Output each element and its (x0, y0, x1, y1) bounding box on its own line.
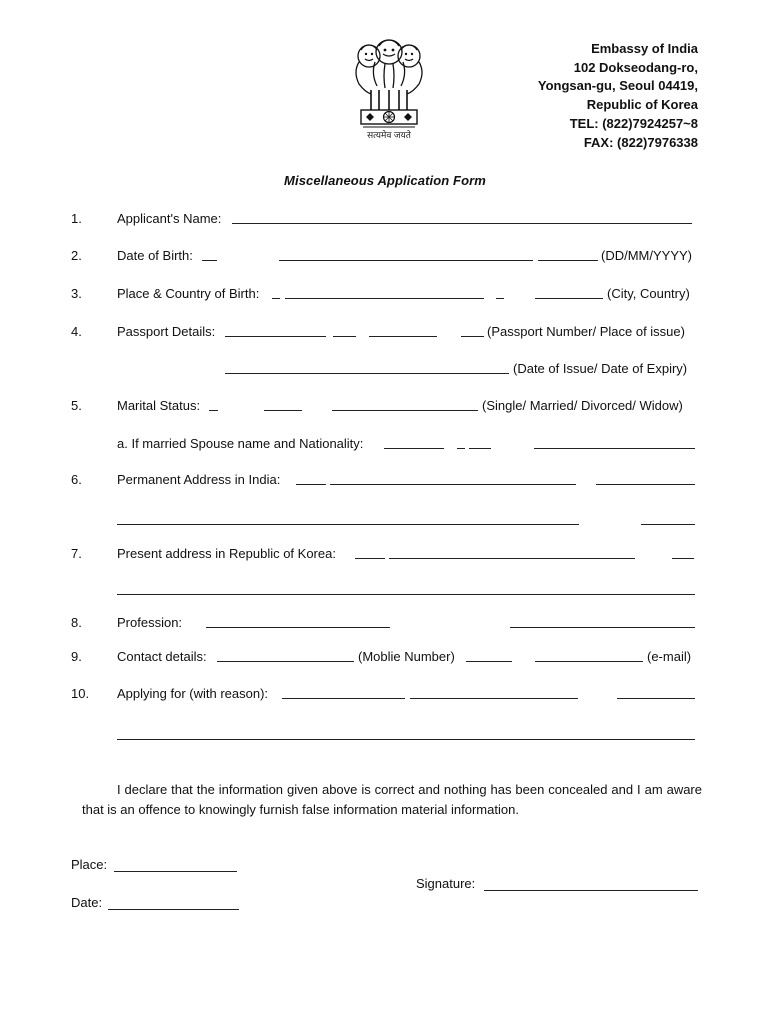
item-number: 3. (71, 286, 82, 301)
field-present-address-line2 (0, 582, 770, 600)
applying-for-field[interactable] (282, 698, 405, 699)
place-label: Place: (71, 857, 108, 872)
field-profession (0, 615, 770, 633)
declaration-text: I declare that the information given above is correct and nothing has been concealed and I am aware that is an offence to knowingly furnish false information material information. (82, 782, 702, 817)
signature-label: Signature: (416, 876, 476, 891)
applying-for-field[interactable] (117, 739, 695, 740)
date-of-birth-field[interactable] (279, 260, 533, 261)
spouse-details-field[interactable] (534, 448, 695, 449)
form-title: Miscellaneous Application Form (284, 173, 486, 188)
national-emblem-icon (345, 32, 433, 142)
permanent-address-field[interactable] (117, 524, 579, 525)
permanent-address-field[interactable] (641, 524, 695, 525)
field-permanent-address-line2 (0, 512, 770, 530)
spouse-details-field[interactable] (469, 448, 491, 449)
field-hint: (Single/ Married/ Divorced/ Widow) (482, 398, 683, 413)
present-address-field[interactable] (389, 558, 635, 559)
place-of-birth-field[interactable] (535, 298, 603, 299)
permanent-address-field[interactable] (596, 484, 695, 485)
place-field[interactable] (114, 871, 237, 872)
field-hint: (DD/MM/YYYY) (601, 248, 692, 263)
permanent-address-field[interactable] (330, 484, 576, 485)
spouse-details-field[interactable] (384, 448, 444, 449)
field-contact-details (0, 649, 770, 667)
permanent-address-field[interactable] (296, 484, 326, 485)
item-number: 7. (71, 546, 82, 561)
email-field[interactable] (535, 661, 643, 662)
field-label: Applying for (with reason): (117, 686, 269, 701)
applicant-name-field[interactable] (232, 223, 692, 224)
date-label: Date: (71, 895, 103, 910)
item-number: 1. (71, 211, 82, 226)
profession-field[interactable] (206, 627, 390, 628)
place-of-birth-field[interactable] (272, 298, 280, 299)
date-of-birth-field[interactable] (202, 260, 217, 261)
field-hint: (Passport Number/ Place of issue) (487, 324, 685, 339)
field-label: Permanent Address in India: (117, 472, 281, 487)
item-number: 4. (71, 324, 82, 339)
field-label: Contact details: (117, 649, 207, 664)
marital-status-field[interactable] (264, 410, 302, 411)
passport-dates-field[interactable] (225, 373, 509, 374)
profession-field[interactable] (510, 627, 695, 628)
field-label: Marital Status: (117, 398, 201, 413)
field-permanent-address (0, 472, 770, 490)
date-field[interactable] (108, 909, 239, 910)
passport-details-field[interactable] (369, 336, 437, 337)
field-label: a. If married Spouse name and Nationality: (117, 436, 364, 451)
field-date-of-birth (0, 248, 770, 266)
marital-status-field[interactable] (209, 410, 218, 411)
address-line: 102 Dokseodang-ro, (573, 59, 698, 75)
field-spouse-details (0, 436, 770, 454)
item-number: 10. (71, 686, 90, 701)
signature-field[interactable] (484, 890, 698, 891)
field-marital-status (0, 398, 770, 416)
field-hint: (City, Country) (607, 286, 690, 301)
passport-details-field[interactable] (333, 336, 356, 337)
field-hint: (Date of Issue/ Date of Expiry) (513, 361, 688, 376)
marital-status-field[interactable] (332, 410, 478, 411)
spouse-details-field[interactable] (457, 448, 465, 449)
field-hint: (e-mail) (647, 649, 692, 664)
field-applying-for (0, 686, 770, 704)
address-line: Republic of Korea (586, 97, 698, 113)
field-label: Passport Details: (117, 324, 216, 339)
present-address-field[interactable] (117, 594, 695, 595)
field-label: Place & Country of Birth: (117, 286, 260, 301)
item-number: 8. (71, 615, 82, 630)
date-of-birth-field[interactable] (538, 260, 598, 261)
passport-details-field[interactable] (225, 336, 326, 337)
field-applying-for-line2 (0, 727, 770, 745)
applying-for-field[interactable] (410, 698, 578, 699)
mobile-number-field[interactable] (217, 661, 354, 662)
field-label: Applicant's Name: (117, 211, 222, 226)
emblem-motto: सत्यमेव जयते (367, 130, 411, 140)
embassy-address (538, 40, 698, 152)
field-place-of-birth (0, 286, 770, 304)
item-number: 5. (71, 398, 82, 413)
place-of-birth-field[interactable] (285, 298, 484, 299)
field-label: Date of Birth: (117, 248, 193, 263)
field-applicant-name (0, 211, 770, 229)
present-address-field[interactable] (355, 558, 385, 559)
field-passport-dates (0, 361, 770, 379)
field-label: Profession: (117, 615, 183, 630)
item-number: 2. (71, 248, 82, 263)
field-hint: (Moblie Number) (358, 649, 455, 664)
passport-details-field[interactable] (461, 336, 484, 337)
item-number: 6. (71, 472, 82, 487)
fax-line: FAX: (822)7976338 (583, 134, 698, 150)
telephone-line: TEL: (822)7924257~8 (569, 115, 698, 131)
field-passport-details (0, 324, 770, 342)
present-address-field[interactable] (672, 558, 694, 559)
field-present-address (0, 546, 770, 564)
email-field[interactable] (466, 661, 512, 662)
place-of-birth-field[interactable] (496, 298, 504, 299)
field-label: Present address in Republic of Korea: (117, 546, 336, 561)
address-line: Embassy of India (591, 41, 698, 56)
item-number: 9. (71, 649, 82, 664)
applying-for-field[interactable] (617, 698, 695, 699)
address-line: Yongsan-gu, Seoul 04419, (537, 78, 698, 94)
